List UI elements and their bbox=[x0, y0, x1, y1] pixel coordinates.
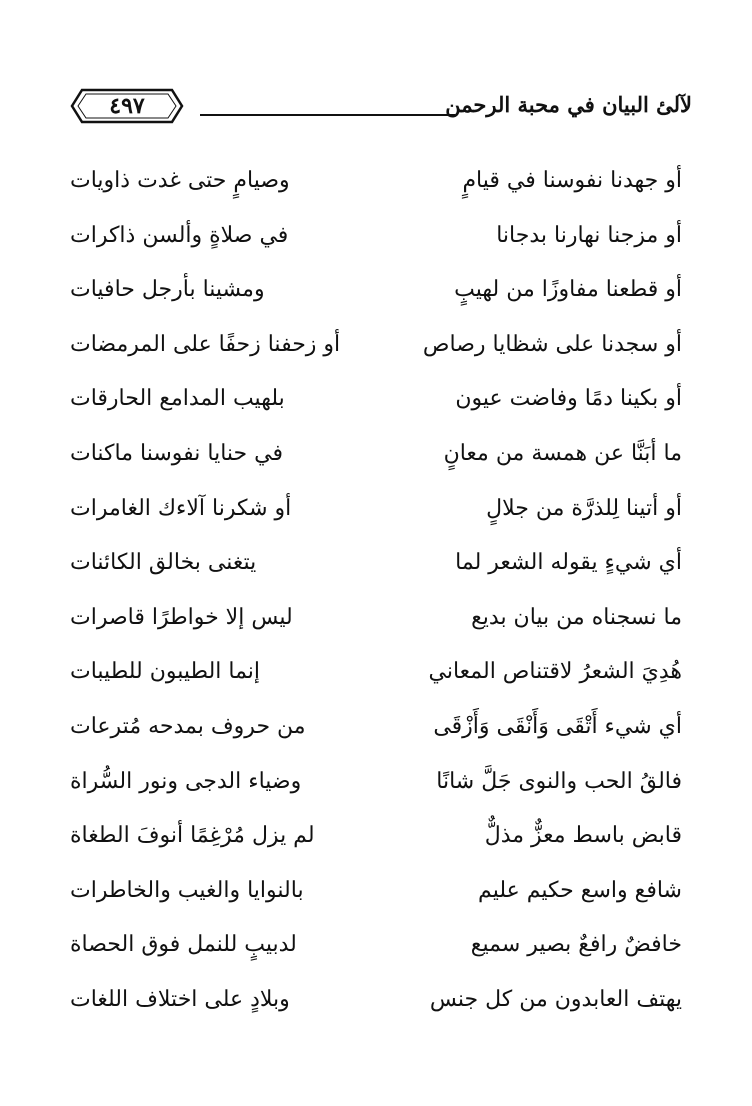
second-hemistich: وضياء الدجى ونور السُّراة bbox=[70, 768, 302, 794]
first-hemistich: هُدِيَ الشعرُ لاقتناص المعاني bbox=[428, 659, 682, 685]
first-hemistich: أو قطعنا مفاوزًا من لهيبٍ bbox=[454, 277, 682, 303]
verse-line bbox=[70, 319, 682, 374]
book-title: لآلئ البيان في محبة الرحمن bbox=[445, 92, 692, 117]
second-hemistich: لم يزل مُرْغِمًا أنوفَ الطغاة bbox=[70, 823, 315, 849]
first-hemistich: خافضٌ رافعٌ بصير سميع bbox=[470, 932, 682, 958]
second-hemistich: يتغنى بخالق الكائنات bbox=[70, 550, 257, 576]
second-hemistich: أو زحفنا زحفًا على المرمضات bbox=[70, 331, 341, 357]
first-hemistich: أو أتينا لِلذرَّة من جلالٍ bbox=[486, 495, 682, 521]
first-hemistich: أو بكينا دمًا وفاضت عيون bbox=[455, 386, 682, 412]
verse-line bbox=[70, 428, 682, 483]
first-hemistich: أو سجدنا على شظايا رصاص bbox=[422, 331, 682, 357]
verse-line bbox=[70, 974, 682, 1029]
verse-line bbox=[70, 264, 682, 319]
page-header bbox=[60, 86, 692, 126]
verse-line bbox=[70, 592, 682, 647]
page-number-badge bbox=[68, 86, 186, 126]
verse-line bbox=[70, 810, 682, 865]
first-hemistich: أي شيء أَتْقَى وَأَنْقَى وَأَزْقَى bbox=[433, 713, 682, 739]
second-hemistich: إنما الطيبون للطيبات bbox=[70, 659, 261, 685]
verse-line bbox=[70, 646, 682, 701]
first-hemistich: ما نسجناه من بيان بديع bbox=[471, 604, 682, 630]
verse-line bbox=[70, 373, 682, 428]
second-hemistich: ليس إلا خواطرًا قاصرات bbox=[70, 604, 293, 630]
verse-line bbox=[70, 756, 682, 811]
second-hemistich: أو شكرنا آلاءك الغامرات bbox=[70, 495, 292, 521]
first-hemistich: فالقُ الحب والنوى جَلَّ شانًا bbox=[436, 768, 682, 794]
verse-line bbox=[70, 701, 682, 756]
second-hemistich: وبلادٍ على اختلاف اللغات bbox=[70, 986, 290, 1012]
second-hemistich: في صلاةٍ وألسن ذاكرات bbox=[70, 222, 289, 248]
second-hemistich: بالنوايا والغيب والخاطرات bbox=[70, 877, 304, 903]
second-hemistich: في حنايا نفوسنا ماكنات bbox=[70, 440, 284, 466]
first-hemistich: أو مزجنا نهارنا بدجانا bbox=[496, 222, 682, 248]
verse-line bbox=[70, 483, 682, 538]
header-rule bbox=[200, 114, 455, 116]
verse-line bbox=[70, 865, 682, 920]
second-hemistich: وصيامٍ حتى غدت ذاويات bbox=[70, 168, 290, 193]
first-hemistich: قابض باسط معزٌّ مذلٌّ bbox=[484, 823, 682, 849]
verse-line bbox=[70, 919, 682, 974]
second-hemistich: لدبيبٍ للنمل فوق الحصاة bbox=[70, 932, 297, 958]
poem bbox=[70, 155, 682, 1029]
first-hemistich: أو جهدنا نفوسنا في قيامٍ bbox=[462, 168, 682, 193]
verse-line bbox=[70, 537, 682, 592]
first-hemistich: شافع واسع حكيم عليم bbox=[478, 877, 682, 903]
first-hemistich: ما أبَنَّا عن همسة من معانٍ bbox=[443, 440, 682, 466]
first-hemistich: يهتف العابدون من كل جنس bbox=[429, 986, 682, 1012]
second-hemistich: ومشينا بأرجل حافيات bbox=[70, 277, 265, 303]
verse-line bbox=[70, 210, 682, 265]
verse-line bbox=[70, 155, 682, 210]
page-number: ٤٩٧ bbox=[109, 93, 145, 119]
second-hemistich: بلهيب المدامع الحارقات bbox=[70, 386, 285, 412]
first-hemistich: أي شيءٍ يقوله الشعر لما bbox=[455, 550, 682, 576]
second-hemistich: من حروف بمدحه مُترعات bbox=[70, 713, 306, 739]
